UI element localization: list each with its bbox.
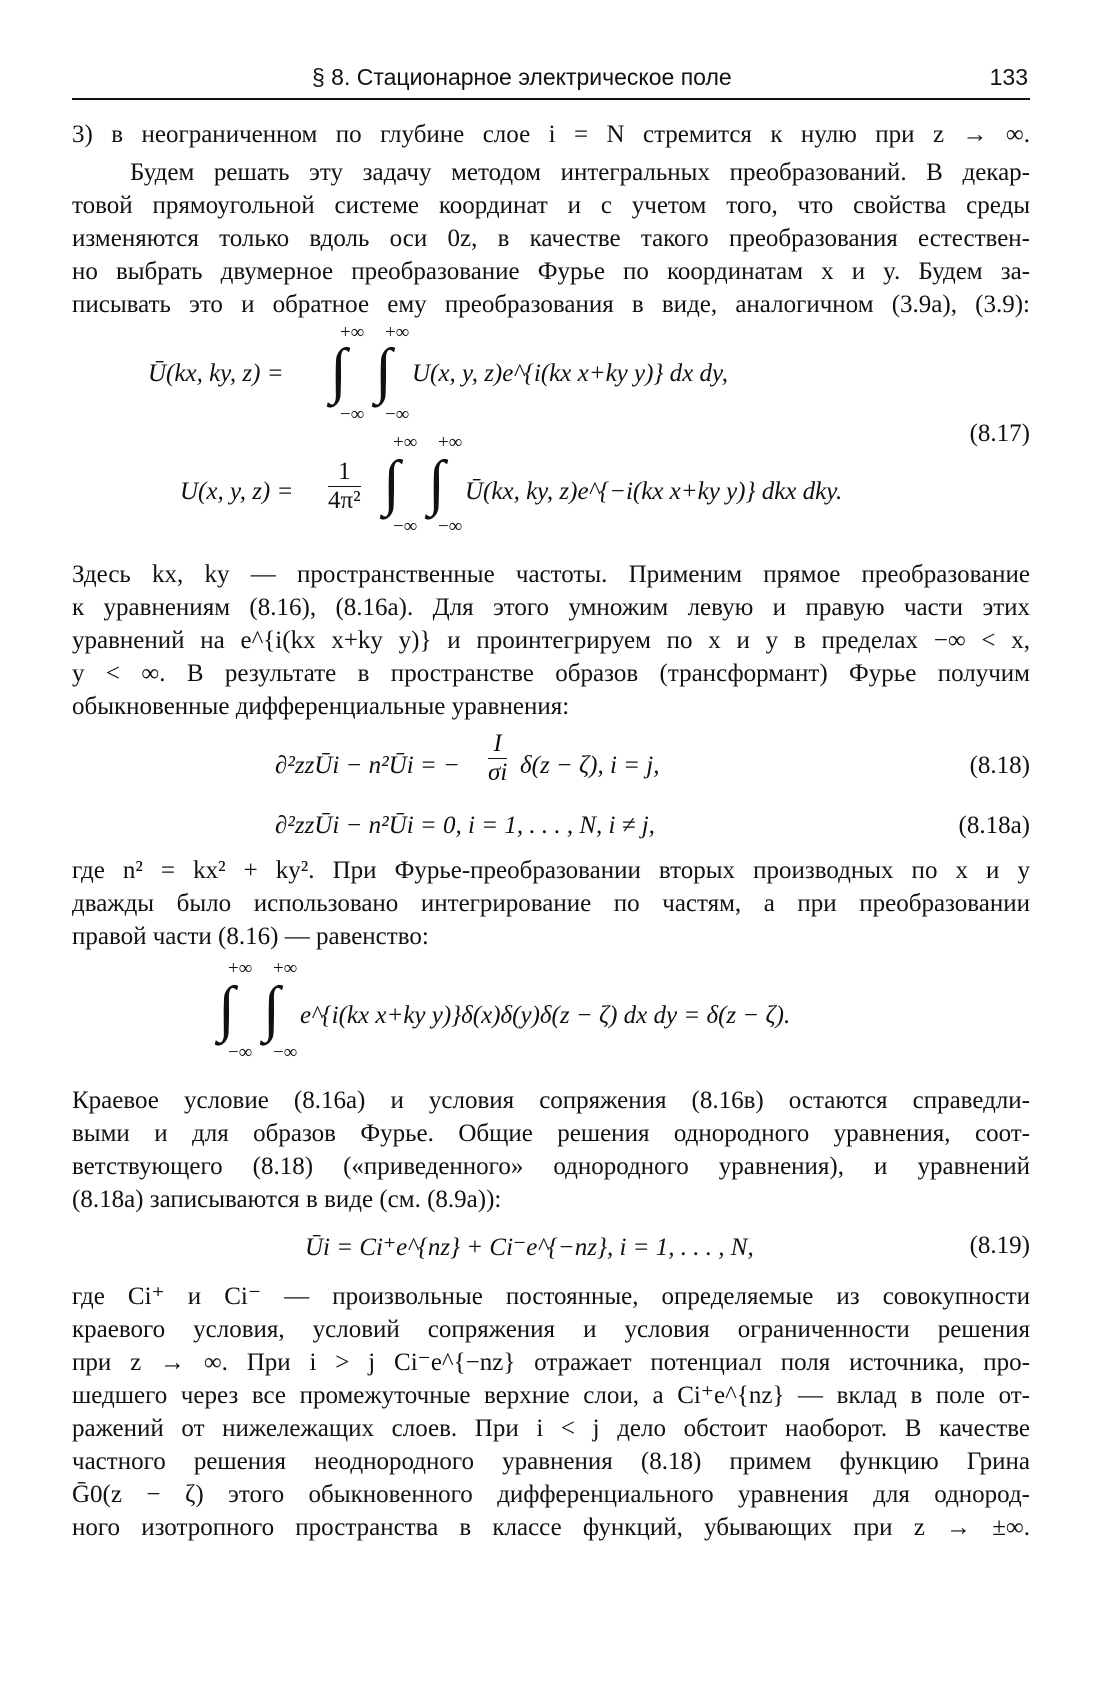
equation-lhs: ∂²zzŪi − n²Ūi = − bbox=[275, 752, 460, 779]
text-line: частного решения неоднородного уравнения (8.18) примем функцию Грина bbox=[72, 1448, 1030, 1475]
integral-sign: ∫ bbox=[375, 337, 392, 405]
equation-body: Ūi = Ci⁺e^{nz} + Ci⁻e^{−nz}, i = 1, . . . , N, bbox=[305, 1234, 754, 1261]
equation-lhs: U(x, y, z) = bbox=[180, 478, 294, 505]
integral-upper-limit: +∞ bbox=[228, 958, 253, 979]
text-line: дважды было использовано интегрирование по частям, а при преобразовании bbox=[72, 890, 1030, 917]
equation-lhs: Ū(kx, ky, z) = bbox=[148, 360, 284, 387]
integral-upper-limit: +∞ bbox=[438, 432, 463, 453]
text-line: Здесь kx, ky — пространственные частоты. Применим прямое преобразование bbox=[72, 561, 1030, 588]
text-line: обыкновенные дифференциальные уравнения: bbox=[72, 693, 570, 720]
integral-sign: ∫ bbox=[330, 337, 347, 405]
integral-lower-limit: −∞ bbox=[393, 516, 418, 537]
denominator: 4π² bbox=[328, 487, 361, 514]
section-title: § 8. Стационарное электрическое поле bbox=[312, 64, 732, 90]
text-line: Краевое условие (8.16а) и условия сопряжения (8.16в) остаются справедли- bbox=[72, 1087, 1030, 1114]
equation-rhs: δ(z − ζ), i = j, bbox=[520, 752, 660, 779]
text-line: где Ci⁺ и Ci⁻ — произвольные постоянные, определяемые из совокупности bbox=[72, 1283, 1030, 1310]
fraction bbox=[488, 730, 507, 787]
integral-upper-limit: +∞ bbox=[385, 322, 410, 343]
text-line: выми и для образов Фурье. Общие решения однородного уравнения, соот- bbox=[72, 1120, 1030, 1147]
equation-number: (8.18) bbox=[969, 752, 1030, 779]
integral-lower-limit: −∞ bbox=[385, 404, 410, 425]
text-line: но выбрать двумерное преобразование Фурье по координатам x и y. Будем за- bbox=[72, 258, 1030, 285]
equation-number: (8.19) bbox=[969, 1232, 1030, 1259]
equation-number: (8.17) bbox=[969, 420, 1030, 447]
integral-sign: ∫ bbox=[218, 975, 235, 1043]
integral-sign: ∫ bbox=[428, 449, 445, 517]
equation-rhs: Ū(kx, ky, z)e^{−i(kx x+ky y)} dkx dky. bbox=[465, 478, 843, 505]
equation-rhs: U(x, y, z)e^{i(kx x+ky y)} dx dy, bbox=[412, 360, 728, 387]
integral-lower-limit: −∞ bbox=[340, 404, 365, 425]
text-line: правой части (8.16) — равенство: bbox=[72, 923, 429, 950]
integral-upper-limit: +∞ bbox=[273, 958, 298, 979]
text-line: ного изотропного пространства в классе функций, убывающих при z → ±∞. bbox=[72, 1514, 1030, 1541]
equation-body: e^{i(kx x+ky y)}δ(x)δ(y)δ(z − ζ) dx dy = δ(z − ζ). bbox=[300, 1002, 791, 1029]
equation-body: ∂²zzŪi − n²Ūi = 0, i = 1, . . . , N, i ≠ j, bbox=[275, 812, 655, 839]
text-line: шедшего через все промежуточные верхние слои, а Ci⁺e^{nz} — вклад в поле от- bbox=[72, 1382, 1030, 1409]
numerator: I bbox=[488, 730, 507, 759]
text-line: 3) в неограниченном по глубине слое i = N стремится к нулю при z → ∞. bbox=[72, 121, 1030, 148]
text-line: к уравнениям (8.16), (8.16а). Для этого умножим левую и правую части этих bbox=[72, 594, 1030, 621]
integral-lower-limit: −∞ bbox=[228, 1042, 253, 1063]
page-number: 133 bbox=[989, 64, 1028, 90]
text-line: писывать это и обратное ему преобразования в виде, аналогичном (3.9а), (3.9): bbox=[72, 291, 1030, 318]
text-line: при z → ∞. При i > j Ci⁻e^{−nz} отражает потенциал поля источника, про- bbox=[72, 1349, 1030, 1376]
text-line: где n² = kx² + ky². При Фурье-преобразовании вторых производных по x и y bbox=[72, 857, 1030, 884]
text-line: (8.18а) записываются в виде (см. (8.9а)): bbox=[72, 1186, 502, 1213]
text-line: товой прямоугольной системе координат и с учетом того, что свойства среды bbox=[72, 192, 1030, 219]
running-header bbox=[72, 62, 1030, 100]
text-line: краевого условия, условий сопряжения и условия ограниченности решения bbox=[72, 1316, 1030, 1343]
text-line: уравнений на e^{i(kx x+ky y)} и проинтегрируем по x и y в пределах −∞ < x, bbox=[72, 627, 1030, 654]
text-line: y < ∞. В результате в пространстве образов (трансформант) Фурье получим bbox=[72, 660, 1030, 687]
integral-sign: ∫ bbox=[383, 449, 400, 517]
integral-sign: ∫ bbox=[263, 975, 280, 1043]
fraction bbox=[328, 458, 361, 515]
text-line: Ḡ0(z − ζ) этого обыкновенного дифференциального уравнения для однород- bbox=[72, 1481, 1030, 1508]
numerator: 1 bbox=[328, 458, 361, 487]
integral-upper-limit: +∞ bbox=[340, 322, 365, 343]
equation-number: (8.18а) bbox=[958, 812, 1030, 839]
integral-lower-limit: −∞ bbox=[438, 516, 463, 537]
denominator: σi bbox=[488, 759, 508, 786]
text-line: изменяются только вдоль оси 0z, в качестве такого преобразования естествен- bbox=[72, 225, 1030, 252]
text-line: ветствующего (8.18) («приведенного» однородного уравнения), и уравнений bbox=[72, 1153, 1030, 1180]
integral-lower-limit: −∞ bbox=[273, 1042, 298, 1063]
text-line: ражений от нижележащих слоев. При i < j дело обстоит наоборот. В качестве bbox=[72, 1415, 1030, 1442]
integral-upper-limit: +∞ bbox=[393, 432, 418, 453]
text-line: Будем решать эту задачу методом интегральных преобразований. В декар- bbox=[130, 159, 1030, 186]
